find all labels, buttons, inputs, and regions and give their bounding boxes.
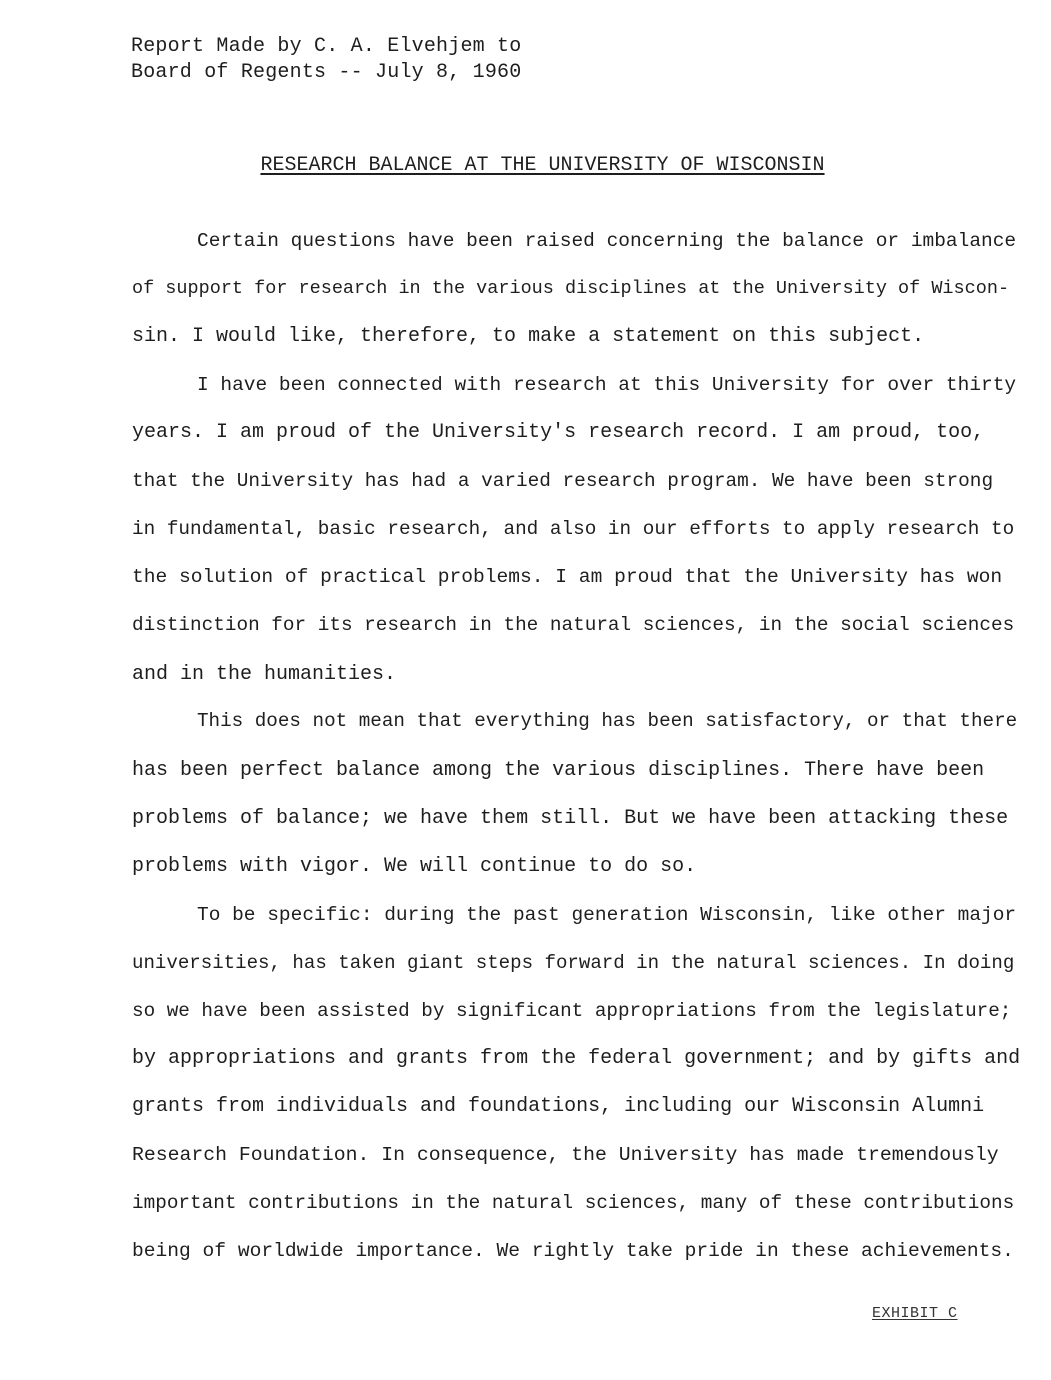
body-line: in fundamental, basic research, and also in our efforts to apply research to xyxy=(132,518,1015,540)
body-line: that the University has had a varied research program. We have been strong xyxy=(132,470,994,492)
body-line: I have been connected with research at this University for over thirty xyxy=(197,374,1017,396)
body-line: problems of balance; we have them still. But we have been attacking these xyxy=(132,807,1009,830)
body-line: and in the humanities. xyxy=(132,663,397,686)
body-line: problems with vigor. We will continue to do so. xyxy=(132,855,697,878)
body-line: Research Foundation. In consequence, the University has made tremendously xyxy=(132,1144,999,1166)
body-line: To be specific: during the past generation Wisconsin, like other major xyxy=(197,904,1017,926)
body-line: This does not mean that everything has been satisfactory, or that there xyxy=(197,710,1018,732)
body-line: sin. I would like, therefore, to make a statement on this subject. xyxy=(132,325,925,348)
body-line: grants from individuals and foundations, including our Wisconsin Alumni xyxy=(132,1095,985,1118)
body-line: important contributions in the natural sciences, many of these contributions xyxy=(132,1192,1015,1214)
body-line: of support for research in the various disciplines at the University of Wiscon- xyxy=(132,278,1010,299)
body-line: distinction for its research in the natural sciences, in the social sciences xyxy=(132,614,1015,636)
body-line: has been perfect balance among the various disciplines. There have been xyxy=(132,759,985,782)
body-line: years. I am proud of the University's research record. I am proud, too, xyxy=(132,421,985,444)
body-line: so we have been assisted by significant appropriations from the legislature; xyxy=(132,1000,1012,1022)
body-line: being of worldwide importance. We rightly take pride in these achievements. xyxy=(132,1240,1014,1262)
body-line: Certain questions have been raised concerning the balance or imbalance xyxy=(197,230,1017,252)
document-title: RESEARCH BALANCE AT THE UNIVERSITY OF WISCONSIN xyxy=(260,154,825,177)
body-line: the solution of practical problems. I am proud that the University has won xyxy=(132,566,1003,588)
body-line: universities, has taken giant steps forward in the natural sciences. In doing xyxy=(132,952,1015,974)
report-header xyxy=(131,34,521,86)
body-line: by appropriations and grants from the federal government; and by gifts and xyxy=(132,1047,1021,1070)
exhibit-label: EXHIBIT C xyxy=(872,1305,958,1322)
header-line-1: Report Made by C. A. Elvehjem to xyxy=(131,35,522,58)
header-line-2: Board of Regents -- July 8, 1960 xyxy=(131,61,522,84)
